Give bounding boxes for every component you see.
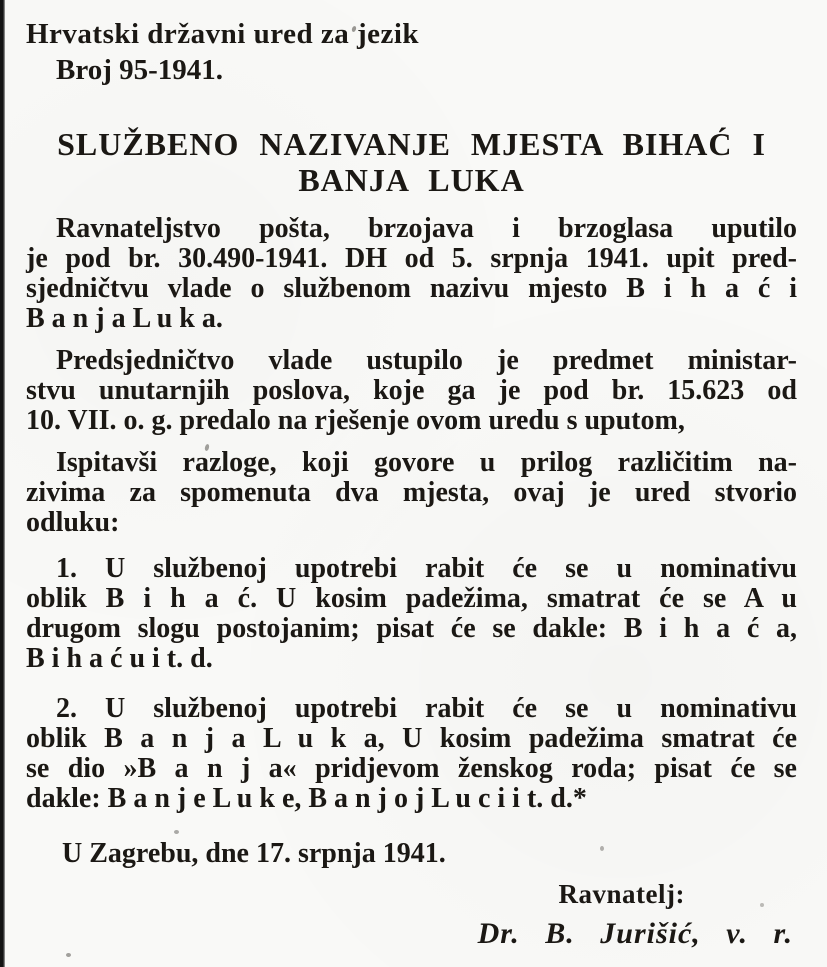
text-line: drugom slogu postojanim; pisat će se dakle: B i h a ć a, xyxy=(26,613,797,644)
text-line: Ravnateljstvo pošta, brzojava i brzoglasa uputilo xyxy=(56,213,797,244)
text-line: oblik B a n j a L u k a, U kosim padežima smatrat će xyxy=(26,723,797,754)
document-title-line-1: SLUŽBENO NAZIVANJE MJESTA BIHAĆ I xyxy=(57,126,766,162)
paragraph-2 xyxy=(26,346,797,436)
text-line: sjedničtvu vlade o službenom nazivu mjesto B i h a ć i xyxy=(26,273,797,304)
text-line: oblik B i h a ć. U kosim padežima, smatrat će se A u xyxy=(26,583,797,614)
signature-role: Ravnatelj: xyxy=(558,879,685,909)
document-content xyxy=(26,18,797,952)
text-line: Ispitavši razloge, koji govore u prilog različitim na- xyxy=(56,447,797,478)
paragraph-3 xyxy=(26,448,797,538)
text-line: 1. U službenoj upotrebi rabit će se u nominativu xyxy=(56,553,797,584)
paragraph-4-item-1 xyxy=(26,554,797,674)
text-line: 10. VII. o. g. predalo na rješenje ovom uredu s uputom, xyxy=(26,405,685,436)
text-line: se dio »B a n j a« pridjevom ženskog roda; pisat će se xyxy=(26,753,797,784)
text-line: 2. U službenoj upotrebi rabit će se u nominativu xyxy=(56,693,797,724)
text-line: stvu unutarnjih poslova, koje ga je pod br. 15.623 od xyxy=(26,375,797,406)
scan-speck xyxy=(66,953,71,957)
document-title-line-2: BANJA LUKA xyxy=(298,162,525,198)
document-title xyxy=(26,126,797,198)
text-line: zivima za spomenuta dva mjesta, ovaj je ured stvorio xyxy=(26,477,797,508)
text-line: B i h a ć u i t. d. xyxy=(26,643,213,674)
signature-name: Dr. B. Jurišić, v. r. xyxy=(477,917,793,950)
signature-block xyxy=(26,880,797,952)
text-line: je pod br. 30.490-1941. DH od 5. srpnja 1941. upit pred- xyxy=(26,243,797,274)
text-line: dakle: B a n j e L u k e, B a n j o j L u c i i t. d.* xyxy=(26,783,587,814)
issuing-office: Hrvatski državni ured za jezik xyxy=(26,18,420,50)
date-place-line: U Zagrebu, dne 17. srpnja 1941. xyxy=(62,838,446,869)
paragraph-1 xyxy=(26,214,797,334)
paragraph-5-item-2 xyxy=(26,694,797,814)
document-number: Broj 95-1941. xyxy=(56,54,224,86)
scan-edge-strip xyxy=(0,0,5,967)
text-line: odluku: xyxy=(26,507,120,538)
text-line: B a n j a L u k a. xyxy=(26,303,223,334)
text-line: Predsjedničtvo vlade ustupilo je predmet ministar- xyxy=(56,345,797,376)
